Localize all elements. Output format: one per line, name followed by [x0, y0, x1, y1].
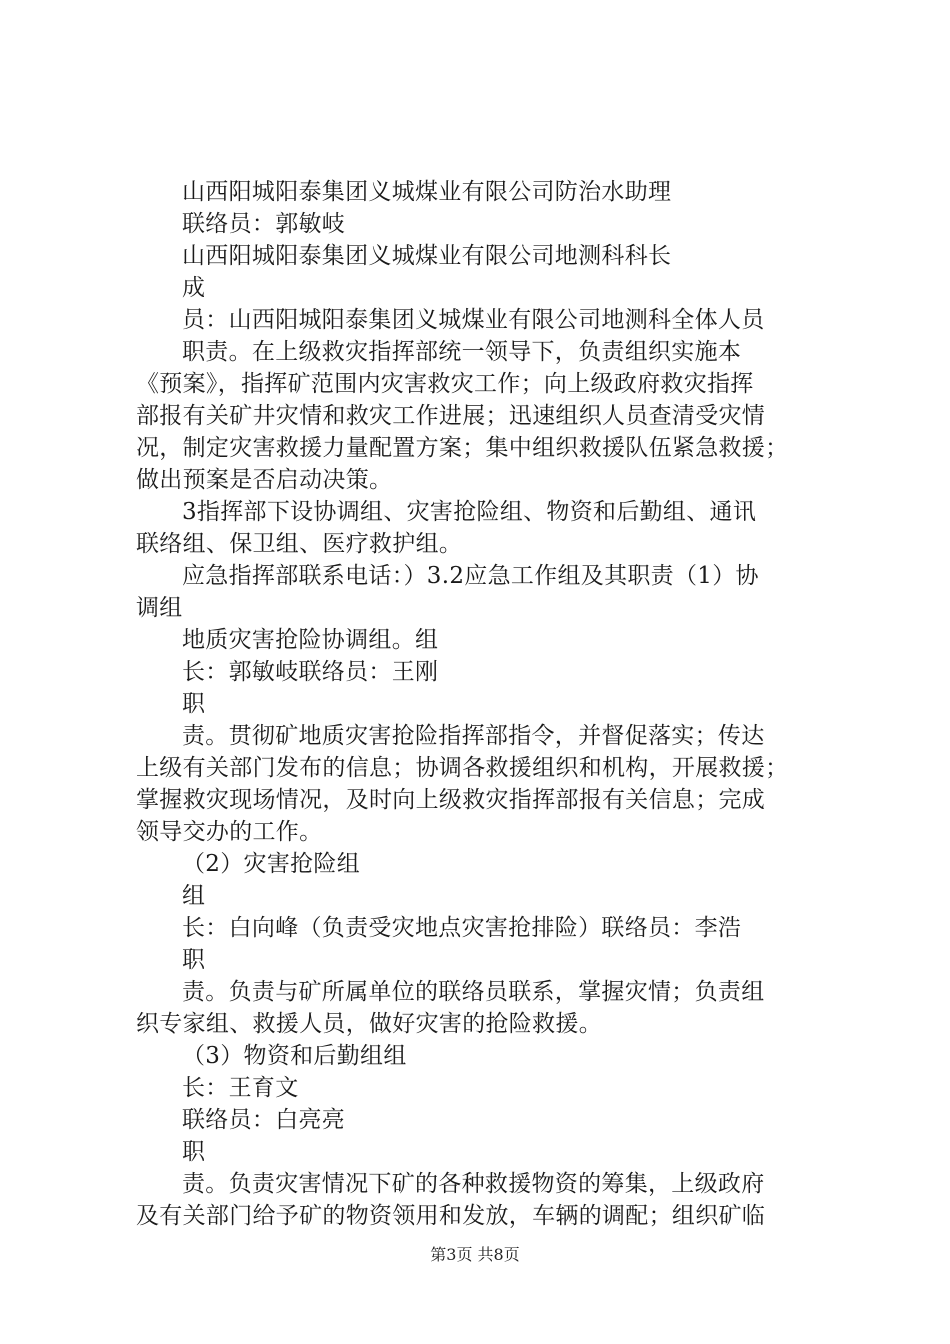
- text-line: 况，制定灾害救援力量配置方案；集中组织救援队伍紧急救援；: [136, 435, 789, 461]
- text-line: 织专家组、救援人员，做好灾害的抢险救援。: [136, 1011, 602, 1037]
- text-line: 责。贯彻矿地质灾害抢险指挥部指令，并督促落实；传达: [182, 723, 765, 749]
- text-line: 联络员：郭敏岐: [182, 211, 346, 237]
- text-line: 职责。在上级救灾指挥部统一领导下，负责组织实施本: [182, 339, 742, 365]
- text-line: 职: [182, 1139, 206, 1165]
- text-line: 长：郭敏岐联络员：王刚: [182, 659, 439, 685]
- text-line: 联络组、保卫组、医疗救护组。: [136, 531, 463, 557]
- document-body: [136, 176, 836, 1232]
- page-footer: 第3页 共8页: [430, 1245, 520, 1264]
- text-line: 长：白向峰（负责受灾地点灾害抢排险）联络员：李浩: [182, 915, 742, 941]
- text-line: 组: [182, 883, 206, 909]
- text-line: 3指挥部下设协调组、灾害抢险组、物资和后勤组、通讯: [182, 499, 757, 525]
- text-line: 部报有关矿井灾情和救灾工作进展；迅速组织人员查清受灾情: [136, 403, 766, 429]
- text-line: 职: [182, 947, 206, 973]
- text-line: 山西阳城阳泰集团义城煤业有限公司地测科科长: [182, 243, 672, 269]
- text-line: 员：山西阳城阳泰集团义城煤业有限公司地测科全体人员: [182, 307, 765, 333]
- text-line: 调组: [136, 595, 183, 621]
- text-line: （3）物资和后勤组组: [182, 1043, 407, 1069]
- text-line: 及有关部门给予矿的物资领用和发放，车辆的调配；组织矿临: [136, 1203, 766, 1229]
- text-line: 应急指挥部联系电话：）3.2应急工作组及其职责（1）协: [182, 563, 759, 589]
- text-line: 责。负责与矿所属单位的联络员联系，掌握灾情；负责组: [182, 979, 765, 1005]
- text-line: （2）灾害抢险组: [182, 851, 361, 877]
- text-line: 山西阳城阳泰集团义城煤业有限公司防治水助理: [182, 179, 672, 205]
- text-line: 职: [182, 691, 206, 717]
- text-line: 领导交办的工作。: [136, 819, 323, 845]
- text-line: 长：王育文: [182, 1075, 299, 1101]
- text-line: 责。负责灾害情况下矿的各种救援物资的筹集，上级政府: [182, 1171, 765, 1197]
- text-line: 成: [182, 275, 206, 301]
- text-line: 《预案》，指挥矿范围内灾害救灾工作；向上级政府救灾指挥: [136, 371, 754, 397]
- text-line: 地质灾害抢险协调组。组: [182, 627, 439, 653]
- text-line: 联络员：白亮亮: [182, 1107, 346, 1133]
- text-line: 上级有关部门发布的信息；协调各救援组织和机构，开展救援；: [136, 755, 789, 781]
- text-line: 做出预案是否启动决策。: [136, 467, 393, 493]
- text-line: 掌握救灾现场情况，及时向上级救灾指挥部报有关信息；完成: [136, 787, 766, 813]
